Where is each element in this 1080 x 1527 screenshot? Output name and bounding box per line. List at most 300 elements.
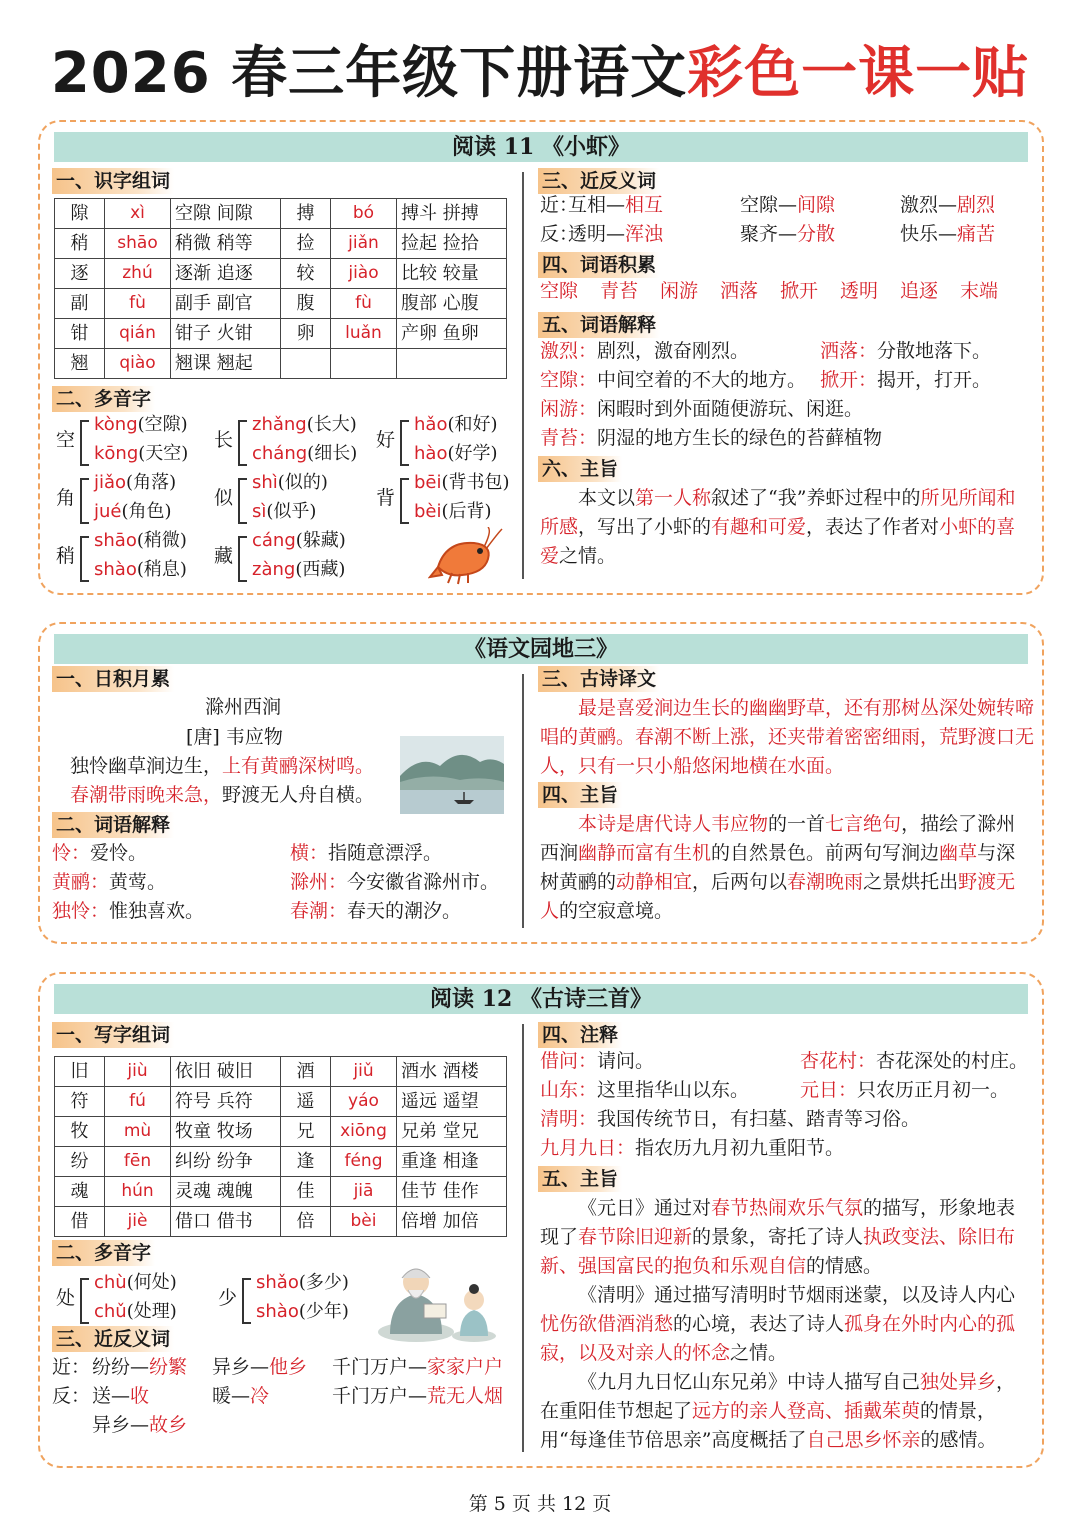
syn-pair [92,1385,149,1408]
example: (角落) [126,472,177,493]
term: 元日： [800,1079,858,1101]
pinyin: zàng [252,559,296,580]
table-words: 产卵 鱼卵 [397,319,507,349]
table-char [281,349,331,379]
table-char: 遥 [281,1087,331,1117]
table-pinyin: xiōng [331,1117,397,1147]
column-divider [522,1024,524,1452]
syn-match: 痛苦 [957,223,996,245]
pinyin: sì [252,501,267,522]
pinyin: jiǎo [94,472,127,493]
syn-pair [568,194,663,217]
syn-match: 他乡 [269,1356,308,1378]
meaning: 请问。 [597,1050,655,1072]
table-char: 隙 [55,199,105,229]
pinyin: chù [94,1272,127,1293]
syn-pair [900,194,995,217]
polyphone-reading-1 [256,1272,349,1294]
syn-match: 冷 [250,1385,270,1407]
table-row [55,289,507,319]
bracket [80,478,89,524]
pinyin: shào [94,559,137,580]
bracket [238,420,247,466]
para-segment: 的空寂意境。 [559,900,674,922]
syn-match: 间隙 [797,194,836,216]
para-segment: ，写出了小虾的 [578,516,712,538]
column-divider [522,172,524,579]
para-segment: 的心境，表达了诗人 [673,1313,845,1335]
section-heading: 一、写字组词 [52,1022,174,1048]
table-row [55,1087,507,1117]
section-heading: 一、识字组词 [52,168,174,194]
table-pinyin: jiā [331,1177,397,1207]
table-words: 逐渐 追逐 [171,259,281,289]
para-segment: 幽草 [939,842,978,864]
section-heading: 四、词语积累 [538,252,660,278]
table-row [55,229,507,259]
accumulated-word: 闲游 [660,280,699,302]
table-pinyin: fù [331,289,397,319]
polyphone-char: 少 [218,1287,238,1309]
table-words [397,349,507,379]
bracket [80,1278,89,1324]
term: 借问： [540,1050,598,1072]
syn-label: 反： [52,1385,91,1407]
table-char: 稍 [55,229,105,259]
table-pinyin: fú [105,1087,171,1117]
section-heading: 六、主旨 [538,456,622,482]
example: (多少) [298,1272,349,1293]
section-heading: 三、近反义词 [52,1326,174,1352]
para-segment: 《清明》通过描写清明时节烟雨迷蒙，以及诗人内心 [578,1284,1016,1306]
para-segment: 执政变法、除旧布新、强国富民的抱负和乐观自信 [540,1226,1016,1277]
example: (西藏) [295,559,346,580]
polyphone-reading-2 [94,1301,177,1323]
meaning: 我国传统节日，有扫墓、踏青等习俗。 [597,1108,921,1130]
para-segment: 七言绝句 [825,813,902,835]
table-pinyin [331,349,397,379]
poem-translation [540,694,1034,781]
table-words: 钳子 火钳 [171,319,281,349]
table-pinyin: zhú [105,259,171,289]
polyphone-reading-2 [256,1301,349,1323]
poem-line-1 [70,755,374,778]
table-char: 旧 [55,1057,105,1087]
section-heading: 二、词语解释 [52,812,174,838]
table-words: 倍增 加倍 [397,1207,507,1237]
para-segment: 叙述了“我”养虾过程中的 [711,487,921,509]
table-pinyin: jiù [105,1057,171,1087]
polyphone-reading-1 [414,414,498,436]
para-segment: 野渡无人 [540,871,1016,922]
term: 闲游： [540,398,598,420]
table-pinyin: luǎn [331,319,397,349]
para-segment: ，描绘了滁州西涧 [540,813,1016,864]
meaning: 闲暇时到外面随便游玩、闲逛。 [597,398,864,420]
table-row [55,349,507,379]
section-heading: 五、主旨 [538,1166,622,1192]
example: (背书包) [441,472,510,493]
polyphone-reading-1 [252,530,346,552]
table-words: 符号 兵符 [171,1087,281,1117]
pinyin: cháng [252,443,308,464]
table-char: 腹 [281,289,331,319]
meaning: 指随意漂浮。 [328,842,443,864]
table-char: 逢 [281,1147,331,1177]
accumulated-word: 掀开 [780,280,819,302]
pinyin: shào [256,1301,299,1322]
para-segment: 所见所闻和所感 [540,487,1016,538]
table-char: 捡 [281,229,331,259]
theme-paragraph-chongyang [540,1368,1034,1455]
table-words: 空隙 间隙 [171,199,281,229]
bracket [400,420,409,466]
meaning: 只农历正月初一。 [857,1079,1010,1101]
syn-pair [332,1356,503,1379]
character-table [54,198,507,379]
para-segment: 独处异乡 [920,1371,997,1393]
example: (好学) [447,443,498,464]
table-pinyin: féng [331,1147,397,1177]
para-segment: 的描写，形象地表现了 [540,1197,1016,1248]
para-segment: 之情。 [559,545,617,567]
table-pinyin: shāo [105,229,171,259]
theme-paragraph-qingming [540,1281,1034,1368]
section-heading: 二、多音字 [52,386,155,412]
landscape-painting-image [400,736,504,814]
poem-author: [唐] 韦应物 [186,726,283,748]
polyphone-char: 空 [56,429,76,451]
para-segment: 本诗是唐代诗人 [578,813,712,835]
para-segment: 之情。 [730,1342,788,1364]
para-segment: 忧伤欲借酒消愁 [540,1313,674,1335]
pinyin: hào [414,443,448,464]
table-words: 副手 副官 [171,289,281,319]
polyphone-reading-2 [252,443,357,465]
lesson-11-header: 阅读 11 《小虾》 [54,132,1028,162]
table-char: 酒 [281,1057,331,1087]
table-char: 钳 [55,319,105,349]
syn-label: 近： [540,194,579,216]
table-char: 卵 [281,319,331,349]
table-words: 翘课 翘起 [171,349,281,379]
pinyin: zhǎng [252,414,307,435]
syn-word: 空隙— [740,194,798,216]
section-heading: 三、古诗译文 [538,666,660,692]
table-char: 兄 [281,1117,331,1147]
meaning: 惟独喜欢。 [109,900,205,922]
para-segment: 动静相宜 [616,871,693,893]
poem-line-2b: 野渡无人舟自横。 [222,784,375,806]
definition-item [540,427,882,450]
definition-item [290,871,499,894]
syn-pair [212,1385,269,1408]
table-words: 纠纷 纷争 [171,1147,281,1177]
table-words: 遥远 遥望 [397,1087,507,1117]
polyphone-reading-2 [94,501,172,523]
term: 山东： [540,1079,598,1101]
table-words: 兄弟 堂兄 [397,1117,507,1147]
meaning: 揭开，打开。 [877,369,992,391]
accumulated-word: 青苔 [600,280,639,302]
example: (空隙) [137,414,188,435]
bracket [238,478,247,524]
meaning: 杏花深处的村庄。 [876,1050,1029,1072]
table-words: 灵魂 魂魄 [171,1177,281,1207]
term: 清明： [540,1108,598,1130]
theme-paragraph-yuanri [540,1194,1034,1281]
para-segment: 小虾的喜爱 [540,516,1016,567]
para-segment: 与深树黄鹂的 [540,842,1016,893]
para-segment: 的情景，用“每逢佳节倍思亲”高度概括了 [540,1400,997,1451]
polyphone-reading-2 [414,501,492,523]
table-words: 腹部 心腹 [397,289,507,319]
example: (和好) [447,414,498,435]
table-char: 借 [55,1207,105,1237]
table-pinyin: jiào [331,259,397,289]
definition-item [290,842,442,865]
para-segment: 的情感。 [806,1255,883,1277]
syn-pair [740,194,835,217]
pinyin: cáng [252,530,296,551]
syn-match: 相互 [625,194,664,216]
syn-label: 反： [540,223,579,245]
meaning: 黄莺。 [109,871,167,893]
meaning: 今安徽省滁州市。 [347,871,500,893]
definition-item [540,1050,654,1073]
polyphone-reading-2 [94,559,187,581]
polyphone-reading-1 [94,472,176,494]
syn-pair [212,1356,307,1379]
poem-line-2a: 春潮带雨晚来急， [70,784,223,806]
para-segment: 《元日》通过对 [578,1197,712,1219]
character-table [54,1056,507,1237]
syn-pair [92,1414,187,1437]
example: (后背) [441,501,492,522]
table-pinyin: jiè [105,1207,171,1237]
table-words: 重逢 相逢 [397,1147,507,1177]
page-title [0,40,1080,107]
polyphone-char: 似 [214,487,234,509]
syn-word: 千门万户— [332,1385,428,1407]
lesson-12-card [38,972,1044,1468]
section-heading: 二、多音字 [52,1240,155,1266]
para-segment: 孤身在外时内心的孤寂，以及对亲人的怀念 [540,1313,1016,1364]
example: (稍微) [136,530,187,551]
syn-pair [568,223,663,246]
term: 洒落： [820,340,878,362]
polyphone-reading-2 [414,443,498,465]
polyphone-char: 好 [376,429,396,451]
syn-pair [740,223,835,246]
pinyin: shì [252,472,278,493]
table-char: 佳 [281,1177,331,1207]
pinyin: hǎo [414,414,448,435]
term: 青苔： [540,427,598,449]
accumulated-word: 末端 [960,280,999,302]
table-pinyin: fù [105,289,171,319]
table-row [55,199,507,229]
polyphone-char: 角 [56,487,76,509]
para-segment: 远方的亲人登高、插戴茱萸 [692,1400,921,1422]
example: (少年) [298,1301,349,1322]
syn-word: 送— [92,1385,131,1407]
syn-word: 互相— [568,194,626,216]
meaning: 这里指华山以东。 [597,1079,750,1101]
poem-line-2 [70,784,374,807]
definition-item [52,871,166,894]
syn-match: 收 [130,1385,150,1407]
term: 黄鹂： [52,871,110,893]
bracket [80,536,89,582]
polyphone-reading-2 [94,443,188,465]
table-char: 符 [55,1087,105,1117]
polyphone-char: 藏 [214,545,234,567]
poem-title: 滁州西涧 [205,696,282,718]
meaning: 中间空着的不大的地方。 [597,369,807,391]
polyphone-reading-1 [252,472,328,494]
polyphone-reading-1 [94,530,187,552]
table-row [55,1177,507,1207]
polyphone-reading-2 [252,559,345,581]
table-words: 酒水 酒楼 [397,1057,507,1087]
table-pinyin: jiǎn [331,229,397,259]
table-words: 搏斗 拼搏 [397,199,507,229]
table-words: 依旧 破旧 [171,1057,281,1087]
pinyin: shāo [94,530,137,551]
example: (躲藏) [295,530,346,551]
section-heading: 三、近反义词 [538,168,660,194]
meaning: 指农历九月初九重阳节。 [635,1137,845,1159]
para-segment: 的自然景色。前两句写涧边 [711,842,940,864]
table-pinyin: jiǔ [331,1057,397,1087]
pinyin: bèi [414,501,442,522]
table-pinyin: fēn [105,1147,171,1177]
syn-match: 纷繁 [149,1356,188,1378]
bracket [238,536,247,582]
polyphone-char: 背 [376,487,396,509]
table-char: 牧 [55,1117,105,1147]
table-char: 倍 [281,1207,331,1237]
para-segment: 春潮晚雨 [787,871,864,893]
meaning: 春天的潮汐。 [347,900,462,922]
accumulated-word: 透明 [840,280,879,302]
para-segment: 本文以 [578,487,636,509]
table-pinyin: xì [105,199,171,229]
table-char: 魂 [55,1177,105,1207]
pinyin: shǎo [256,1272,299,1293]
para-segment: 幽静而富有生机 [578,842,712,864]
chinese-garden-header: 《语文园地三》 [54,634,1028,664]
definition-item [540,398,863,421]
theme-paragraph [540,810,1034,926]
term: 怜： [52,842,91,864]
syn-pair [332,1385,503,1408]
table-char: 副 [55,289,105,319]
pinyin: kōng [94,443,139,464]
table-row [55,319,507,349]
column-divider [522,674,524,928]
syn-word: 异乡— [212,1356,270,1378]
para-segment: 的一首 [768,813,826,835]
syn-word: 聚齐— [740,223,798,245]
table-words: 比较 较量 [397,259,507,289]
syn-word: 快乐— [900,223,958,245]
term: 激烈： [540,340,598,362]
syn-match: 浑浊 [625,223,664,245]
definition-item [290,900,461,923]
page-number: 第 5 页 共 12 页 [468,1493,612,1515]
syn-word: 激烈— [900,194,958,216]
table-row [55,1147,507,1177]
accumulated-word: 空隙 [540,280,579,302]
meaning: 剧烈，激奋刚烈。 [597,340,750,362]
definition-item [540,340,749,363]
example: (似的) [277,472,328,493]
definition-item [540,1079,749,1102]
definition-item [820,340,991,363]
definition-item [820,369,991,392]
para-segment: 的感情。 [920,1429,997,1451]
term: 滁州： [290,871,348,893]
polyphone-reading-1 [414,472,510,494]
syn-match: 故乡 [149,1414,188,1436]
table-words: 牧童 牧场 [171,1117,281,1147]
syn-word: 异乡— [92,1414,150,1436]
meaning: 爱怜。 [90,842,148,864]
syn-word: 纷纷— [92,1356,150,1378]
term: 春潮： [290,900,348,922]
poem-line-1a: 独怜幽草涧边生， [70,755,223,777]
table-char: 翘 [55,349,105,379]
polyphone-reading-2 [252,501,316,523]
term: 杏花村： [800,1050,877,1072]
example: (长大) [306,414,357,435]
bracket [242,1278,251,1324]
table-words: 借口 借书 [171,1207,281,1237]
table-row [55,1057,507,1087]
polyphone-char: 处 [56,1287,76,1309]
para-segment: ，在重阳佳节想起了 [540,1371,1016,1422]
term: 九月九日： [540,1137,636,1159]
definition-item [540,369,806,392]
example: (何处) [126,1272,177,1293]
polyphone-char: 长 [214,429,234,451]
polyphone-char: 稍 [56,545,76,567]
para-segment: 最是喜爱涧边生长的幽幽野草，还有那树丛深处婉转啼唱的黄鹂。春潮不断上涨，还夹带着密密细雨，荒野渡口无人，只有一只小船悠闲地横在水面。 [540,697,1035,777]
para-segment: 韦应物 [711,813,769,835]
example: (天空) [138,443,189,464]
polyphone-reading-1 [94,414,188,436]
example: (似乎) [266,501,317,522]
example: (处理) [126,1301,177,1322]
table-pinyin: mù [105,1117,171,1147]
para-segment: 之景烘托出 [863,871,959,893]
example: (稍息) [136,559,187,580]
term: 空隙： [540,369,598,391]
example: (角色) [121,501,172,522]
table-words: 稍微 稍等 [171,229,281,259]
table-row [55,1207,507,1237]
title-black: 2026 春三年级下册语文 [50,41,688,106]
term: 独怜： [52,900,110,922]
lesson-11-card [38,120,1044,595]
meaning: 阴湿的地方生长的绿色的苔藓植物 [597,427,883,449]
example: (细长) [307,443,358,464]
syn-word: 透明— [568,223,626,245]
accumulated-word: 追逐 [900,280,939,302]
para-segment: 第一人称 [635,487,712,509]
